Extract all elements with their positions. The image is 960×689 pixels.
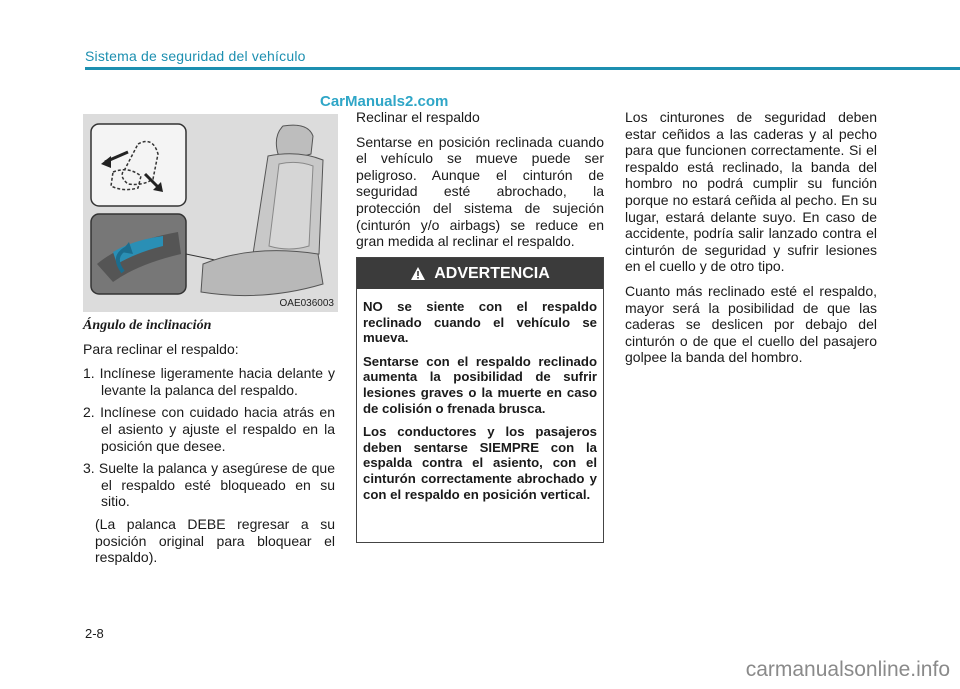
seat-illustration — [83, 114, 338, 312]
warning-box — [356, 257, 604, 543]
warning-triangle-icon — [410, 266, 426, 281]
seatbelt-paragraph-2: Cuanto más reclinado esté el respaldo, mayor será la posibilidad de que las caderas se deslicen por debajo del cinturón o de que el cuello del pasajero golpee la banda del hombro. — [625, 282, 877, 366]
seatbelt-paragraph-1: Los cinturones de seguridad deben estar ceñidos a las caderas y al pecho para que funcionen correctamente. Si el respaldo está reclinado, la banda del hombro no podrá cumplir su función porque no estará ceñida al pecho. En su lugar, estará delante suyo. En caso de accidente, podría salir lanzado contra el cinturón de seguridad y sufrir lesiones en el cuello y de otro tipo. — [625, 109, 877, 275]
seat-recline-figure — [83, 114, 338, 312]
section-title: Sistema de seguridad del vehículo — [85, 48, 306, 64]
subtitle-inclination: Ángulo de inclinación — [83, 318, 212, 333]
warning-paragraph-2: Sentarse con el respaldo reclinado aumenta la posibilidad de sufrir lesiones graves o la muerte en caso de colisión o frenada brusca. — [363, 353, 597, 416]
header-rule — [85, 67, 960, 70]
column-1 — [83, 318, 335, 574]
heading-recline: Reclinar el respaldo — [356, 109, 480, 125]
recline-paragraph: Sentarse en posición reclinada cuando el vehículo se mueve puede ser peligroso. Aunque el cinturón de seguridad esté abrochado, la protección del sistema de sujeción (cinturón y/o airbags) se reduce en gran medida al reclinar el respaldo. — [356, 133, 604, 250]
page-number: 2-8 — [85, 626, 104, 641]
warning-body — [357, 289, 603, 514]
warning-header — [357, 258, 603, 289]
warning-title: ADVERTENCIA — [434, 264, 550, 282]
intro-text: Para reclinar el respaldo: — [83, 340, 239, 357]
watermark-top: CarManuals2.com — [320, 93, 449, 110]
warning-paragraph-3: Los conductores y los pasajeros deben sentarse SIEMPRE con la espalda contra el asiento, con el cinturón correctamente abrochado y con el respaldo en posición vertical. — [363, 424, 597, 502]
lever-note: (La palanca DEBE regresar a su posición original para bloquear el respaldo). — [95, 515, 335, 566]
column-2 — [356, 109, 604, 258]
step-3: 3. Suelte la palanca y asegúrese de que el respaldo esté bloqueado en su sitio. — [83, 460, 335, 510]
steps-list — [83, 365, 335, 510]
step-2: 2. Inclínese con cuidado hacia atrás en el asiento y ajuste el respaldo en la posición que desee. — [83, 404, 335, 454]
figure-code: OAE036003 — [279, 298, 334, 309]
warning-paragraph-1: NO se siente con el respaldo reclinado cuando el vehículo se mueva. — [363, 299, 597, 346]
column-3 — [625, 109, 877, 374]
watermark-bottom: carmanualsonline.info — [745, 658, 950, 681]
step-1: 1. Inclínese ligeramente hacia delante y levante la palanca del respaldo. — [83, 365, 335, 398]
